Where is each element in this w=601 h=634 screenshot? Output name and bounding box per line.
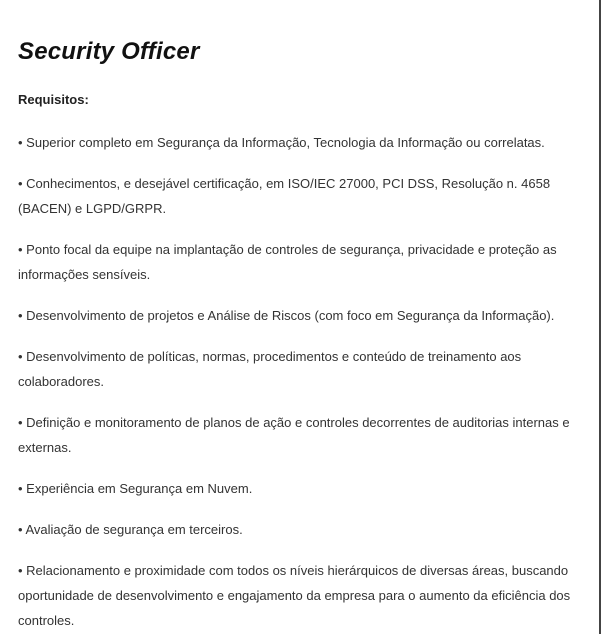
requirement-item: • Avaliação de segurança em terceiros. xyxy=(18,522,243,537)
job-description xyxy=(18,36,578,633)
requirement-item: • Superior completo em Segurança da Informação, Tecnologia da Informação ou correlatas. xyxy=(18,135,545,150)
requirement-item: • Relacionamento e proximidade com todos os níveis hierárquicos de diversas áreas, buscando oportunidade de desenvolvimento e engajamento da empresa para o aumento da eficiência dos controles. xyxy=(18,563,571,628)
requirement-item: • Desenvolvimento de políticas, normas, procedimentos e conteúdo de treinamento aos colaboradores. xyxy=(18,349,522,389)
requirements-list xyxy=(18,130,578,633)
requirement-item: • Conhecimentos, e desejável certificação, em ISO/IEC 27000, PCI DSS, Resolução n. 4658 (BACEN) e LGPD/GRPR. xyxy=(18,176,551,216)
job-title: Security Officer xyxy=(18,38,200,65)
requirement-item: • Definição e monitoramento de planos de ação e controles decorrentes de auditorias internas e externas. xyxy=(18,415,570,455)
requirement-item: • Ponto focal da equipe na implantação de controles de segurança, privacidade e proteção as informações sensíveis. xyxy=(18,242,557,282)
requirement-item: • Experiência em Segurança em Nuvem. xyxy=(18,481,253,496)
requirement-item: • Desenvolvimento de projetos e Análise de Riscos (com foco em Segurança da Informação). xyxy=(18,308,555,323)
requirements-heading: Requisitos: xyxy=(18,92,89,107)
